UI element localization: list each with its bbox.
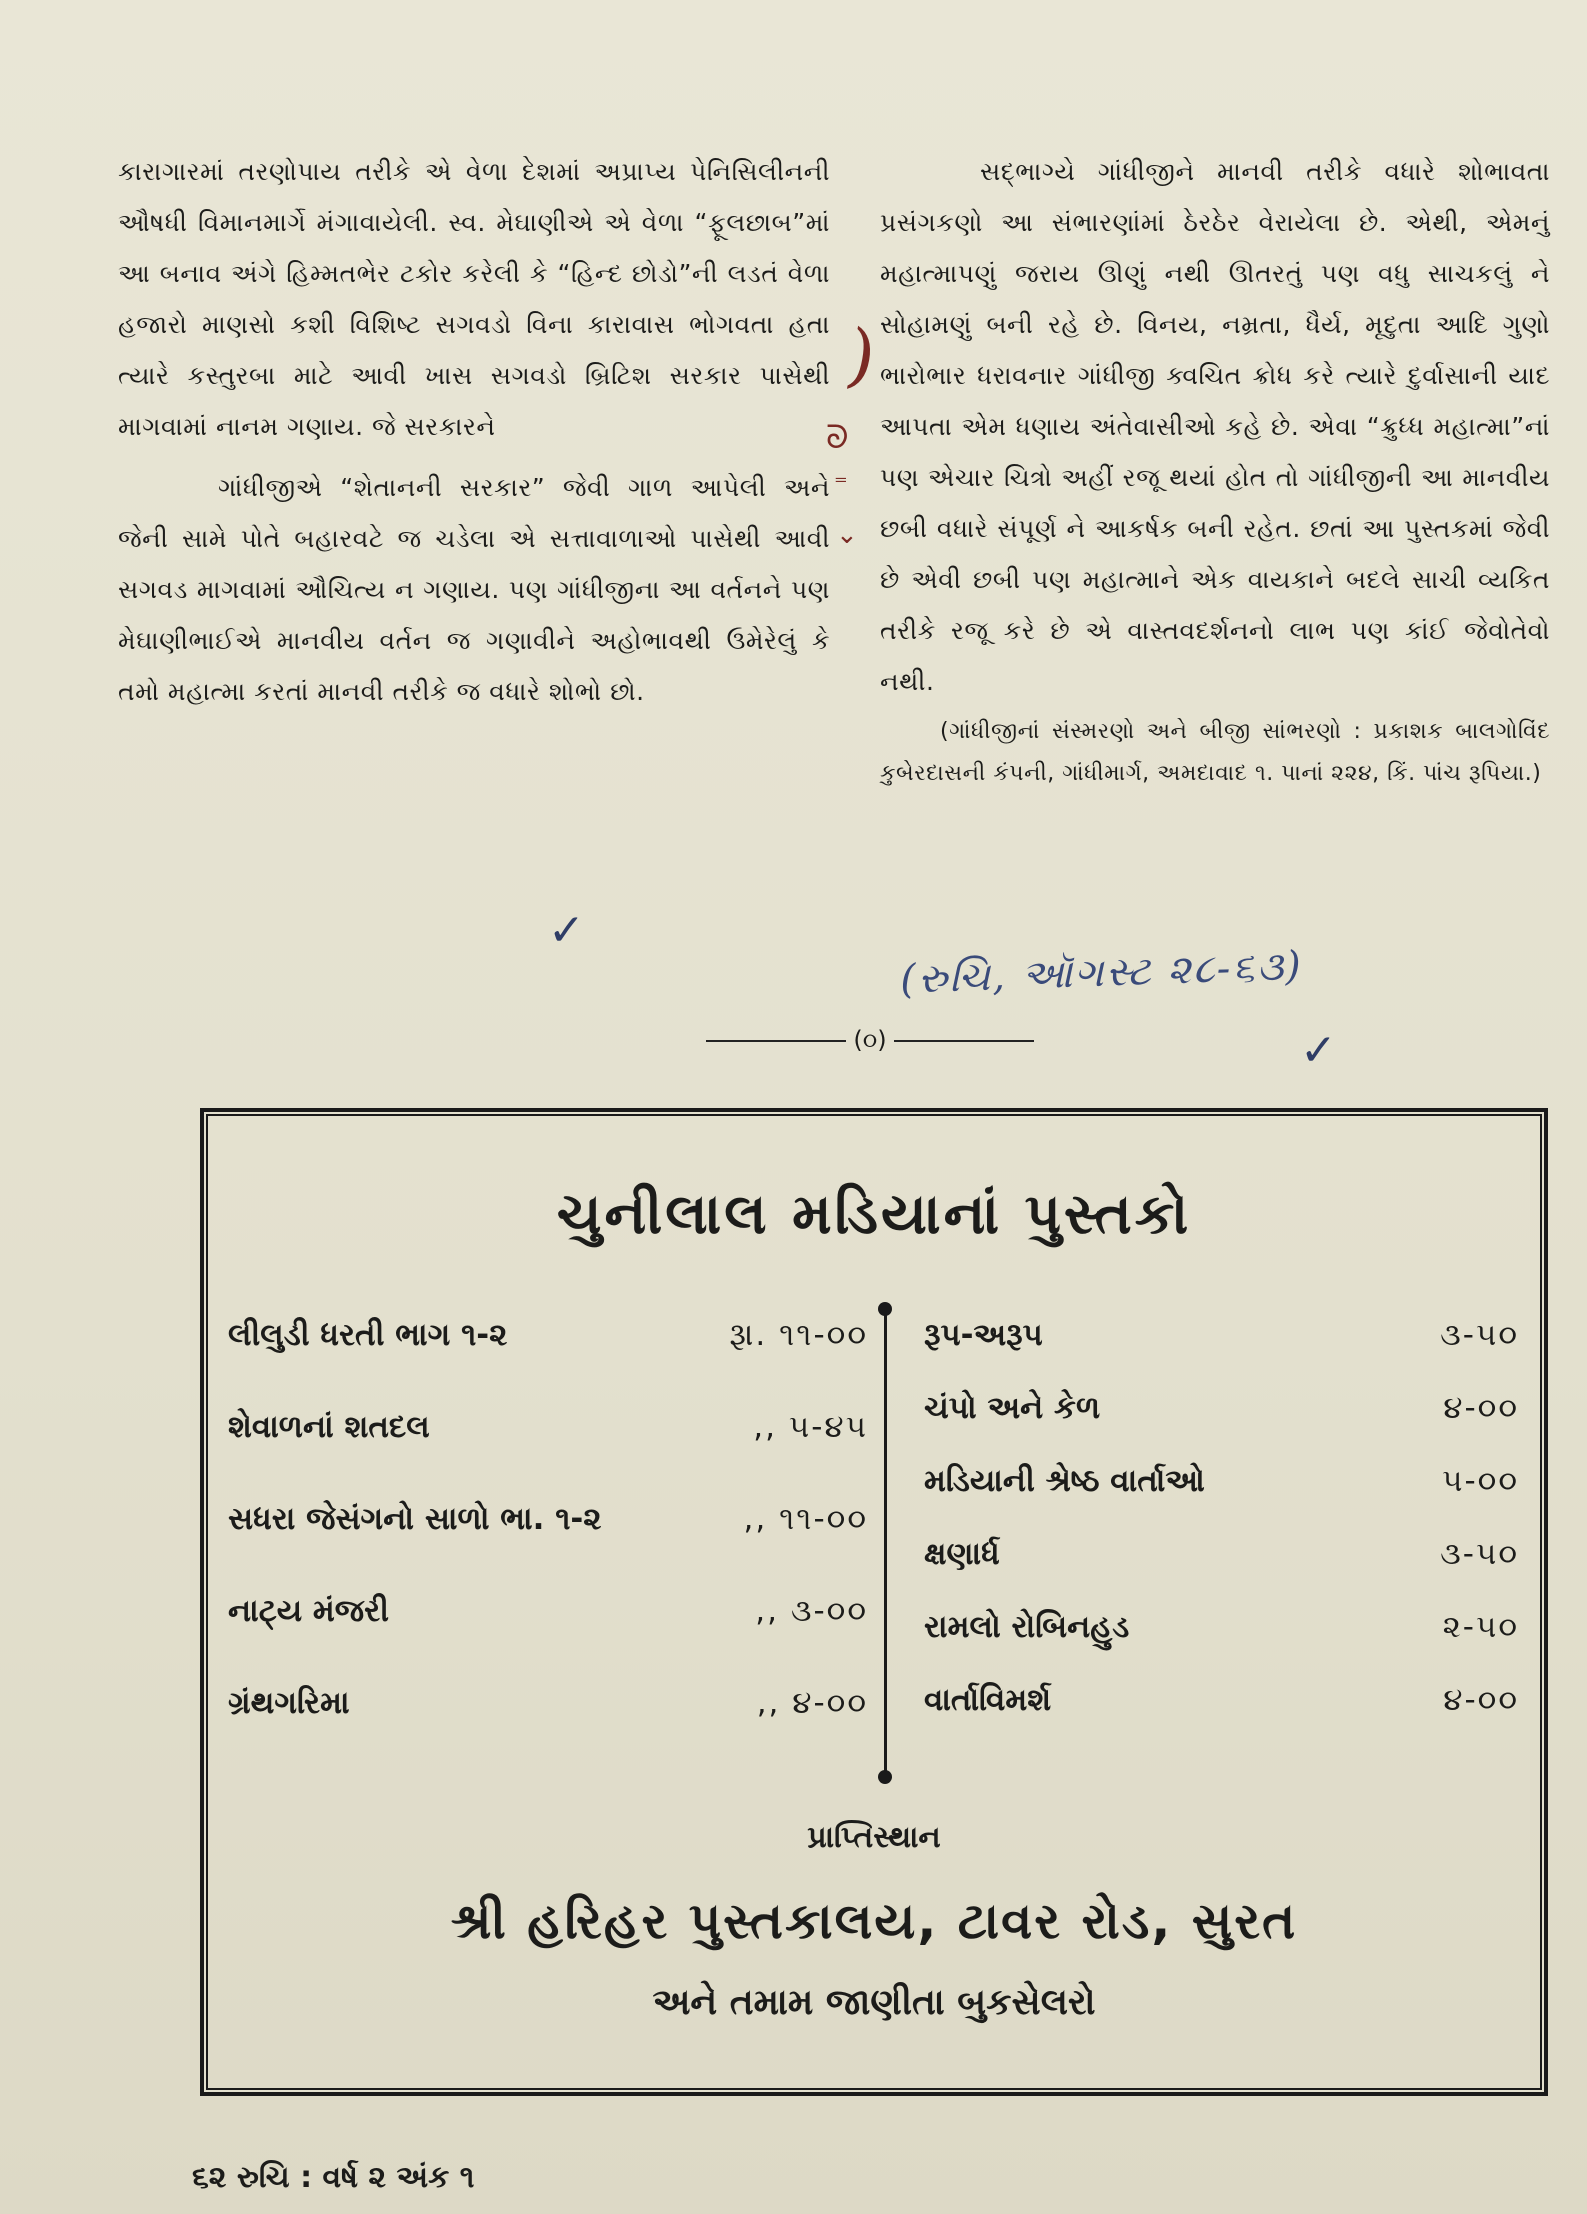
rule-dot — [878, 1770, 892, 1784]
divider-line — [706, 1040, 846, 1042]
book-price: ૪-૦૦ — [1443, 1390, 1519, 1426]
book-price: ,, ૪-૦૦ — [756, 1685, 868, 1721]
margin-scribble-mark: ᘐ — [826, 418, 849, 456]
book-title: રૂપ-અરૂપ — [924, 1317, 1043, 1353]
left-paragraph-2: ગાંધીજીએ “શેતાનની સરકાર” જેવી ગાળ આપેલી અને જેની સામે પોતે બહારવટે જ ચડેલા એ સત્તાવાળાઓ પાસેથી આવી સગવડ માગવામાં ઔચિત્ય ન ગણાય. પણ ગાંધીજીના આ વર્તનને પણ મેઘાણીભાઈએ માનવીય વર્તન જ ગણાવીને અહોભાવથી ઉમેરેલું કે તમો મહાત્મા કરતાં માનવી તરીકે જ વધારે શોભો છો. — [118, 473, 830, 706]
seller-subline: અને તમામ જાણીતા બુકસેલરો — [652, 1982, 1096, 2023]
book-list-right — [924, 1317, 1519, 1755]
book-title: લીલુડી ધરતી ભાગ ૧-૨ — [228, 1317, 508, 1353]
book-price: ,, ૫-૪૫ — [753, 1409, 868, 1445]
margin-dash-mark: ⁼ — [834, 470, 848, 500]
book-title: નાટ્ય મંજરી — [228, 1593, 390, 1629]
section-divider — [690, 1026, 1050, 1054]
book-row — [924, 1317, 1519, 1390]
book-price: ,, ૧૧-૦૦ — [743, 1501, 868, 1537]
book-price: ૨-૫૦ — [1442, 1609, 1519, 1645]
left-text-column — [118, 146, 830, 717]
book-row — [924, 1536, 1519, 1609]
book-list-left — [228, 1317, 868, 1777]
book-title: શેવાળનાં શતદલ — [228, 1409, 430, 1445]
right-paragraph-1: સદ્ભાગ્યે ગાંધીજીને માનવી તરીકે વધારે શોભાવતા પ્રસંગકણો આ સંભારણાંમાં ઠેરઠેર વેરાયેલા છે. એથી, એમનું મહાત્માપણું જરાય ઊણું નથી ઊતરતું પણ વધુ સાચકલું ને સોહામણું બની રહે છે. વિનય, નમ્રતા, ધૈર્ય, મૃદુતા આદિ ગુણો ભારોભાર ધરાવનાર ગાંધીજી ક્વચિત ક્રોધ કરે ત્યારે દુર્વાસાની યાદ આપતા એમ ધણાય અંતેવાસીઓ કહે છે. એવા “ક્રુધ્ધ મહાત્મા”નાં પણ એચાર ચિત્રો અહીં રજૂ થયાં હોત તો ગાંધીજીની આ માનવીય છબી વધારે સંપૂર્ણ ને આકર્ષક બની રહેત. છતાં આ પુસ્તકમાં જેવી છે એવી છબી પણ મહાત્માને એક વાયકાને બદલે સાચી વ્યકિત તરીકે રજૂ કરે છે એ વાસ્તવદર્શનનો લાભ પણ કાંઈ જેવોતેવો નથી. — [880, 157, 1550, 696]
book-row — [924, 1390, 1519, 1463]
book-price: ૫-૦૦ — [1442, 1463, 1519, 1499]
handwritten-note: (રુચિ, ઑગસ્ટ ૨૮-૬૩) — [899, 942, 1304, 1004]
book-advertisement — [200, 1108, 1548, 2096]
book-title: ગ્રંથગરિમા — [228, 1685, 350, 1721]
checkmark-icon: ✓ — [548, 905, 585, 956]
book-price: ૪-૦૦ — [1443, 1682, 1519, 1718]
checkmark-icon: ✓ — [1300, 1025, 1337, 1076]
book-price: ,, ૩-૦૦ — [755, 1593, 868, 1629]
book-title: સધરા જેસંગનો સાળો ભા. ૧-૨ — [228, 1501, 602, 1537]
right-text-column — [880, 146, 1550, 795]
book-title: રામલો રોબિનહુડ — [924, 1609, 1130, 1645]
book-price: ૩-૫૦ — [1440, 1317, 1519, 1353]
margin-tick-mark: ⌄ — [836, 520, 858, 550]
seller-name: શ્રી હરિહર પુસ્તકાલય, ટાવર રોડ, સુરત — [450, 1892, 1298, 1950]
availability-label: પ્રાપ્તિસ્થાન — [807, 1820, 941, 1855]
book-title: વાર્તાવિમર્શ — [924, 1682, 1052, 1718]
book-row — [924, 1682, 1519, 1755]
page-footer: ૬૨ રુચિ : વર્ષ ૨ અંક ૧ — [192, 2160, 475, 2195]
book-row — [228, 1317, 868, 1409]
book-price: રૂા. ૧૧-૦૦ — [729, 1317, 868, 1353]
book-title: ક્ષણાર્ધ — [924, 1536, 1000, 1572]
book-price: ૩-૫૦ — [1440, 1536, 1519, 1572]
divider-symbol: (૦) — [853, 1026, 887, 1054]
divider-line — [894, 1040, 1034, 1042]
vertical-rule — [884, 1312, 887, 1782]
book-row — [228, 1593, 868, 1685]
book-row — [228, 1409, 868, 1501]
left-paragraph-1: કારાગારમાં તરણોપાય તરીકે એ વેળા દેશમાં અપ્રાપ્ય પેનિસિલીનની ઔષધી વિમાનમાર્ગે મંગાવાયેલી. સ્વ. મેઘાણીએ એ વેળા “ફૂલછાબ”માં આ બનાવ અંગે હિમ્મતભેર ટકોર કરેલી કે “હિન્દ છોડો”ની લડતં વેળા હજારો માણસો કશી વિશિષ્ટ સગવડો વિના કારાવાસ ભોગવતા હતા ત્યારે કસ્તુરબા માટે આવી ખાસ સગવડો બ્રિટિશ સરકાર પાસેથી માગવામાં નાનમ ગણાય. જે સરકારને — [118, 157, 830, 441]
book-row — [924, 1463, 1519, 1536]
book-title: ચંપો અને કેળ — [924, 1390, 1101, 1426]
book-row — [228, 1501, 868, 1593]
book-row — [228, 1685, 868, 1777]
book-source-citation: (ગાંધીજીનાં સંસ્મરણો અને બીજી સાંભરણો : પ્રકાશક બાલગોવિંદ કુબેરદાસની કંપની, ગાંધીમાર્ગ, અમદાવાદ ૧. પાનાં ૨૨૪, કિં. પાંચ રૂપિયા.) — [880, 719, 1550, 786]
book-row — [924, 1609, 1519, 1682]
margin-bracket-mark: ) — [841, 313, 883, 399]
book-title: મડિયાની શ્રેષ્ઠ વાર્તાઓ — [924, 1463, 1205, 1499]
ad-title: ચુનીલાલ મડિયાનાં પુસ્તકો — [556, 1182, 1192, 1247]
